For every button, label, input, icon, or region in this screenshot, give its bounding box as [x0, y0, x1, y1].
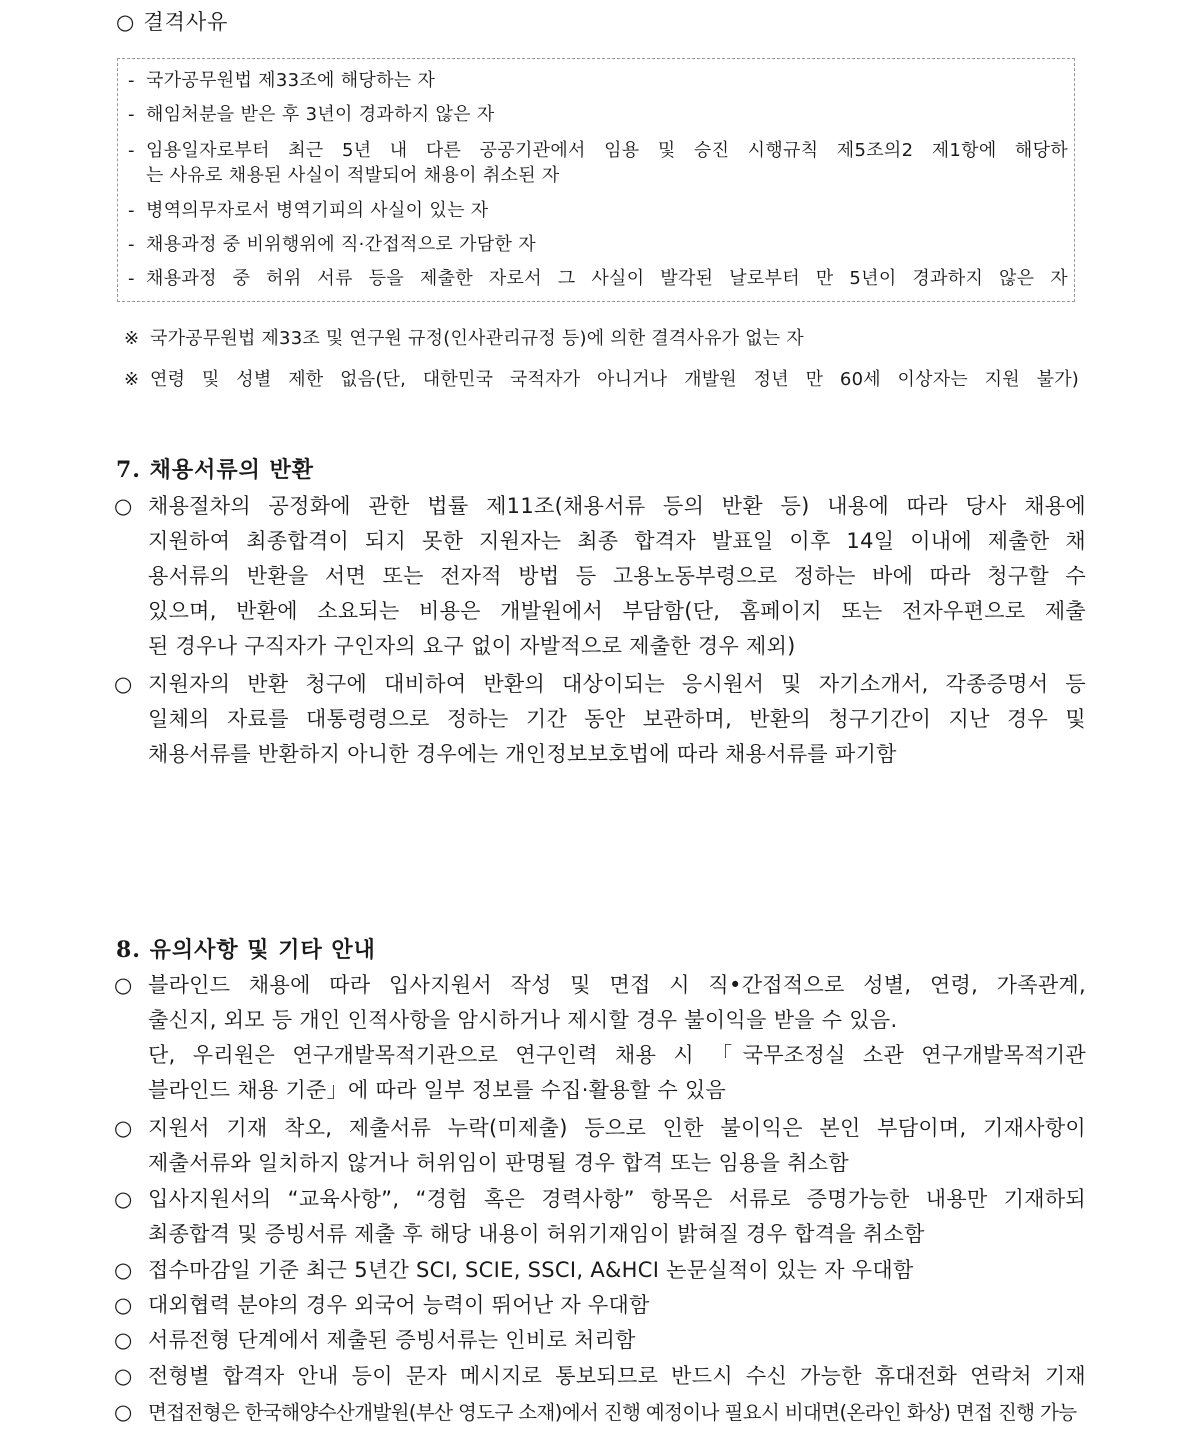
- circle-bullet-icon: ○: [116, 10, 136, 34]
- section-7-bullet: [114, 489, 1086, 664]
- bullet-line: 지원서 기재 착오, 제출서류 누락(미제출) 등으로 인한 불이익은 본인 부담이며, 기재사항이: [148, 1116, 1086, 1140]
- bullet-line: 채용서류를 반환하지 아니한 경우에는 개인정보보호법에 따라 채용서류를 파기함: [148, 742, 897, 766]
- section-8-bullet: [114, 1288, 1086, 1323]
- bullet-line: 있으며, 반환에 소요되는 비용은 개발원에서 부담함(단, 홈페이지 또는 전자우편으로 제출: [148, 599, 1086, 623]
- section-8-bullet: [114, 1253, 1086, 1288]
- box-item-text: 는 사유로 채용된 사실이 적발되어 채용이 취소된 자: [146, 165, 560, 186]
- note-text: 국가공무원법 제33조 및 연구원 규정(인사관리규정 등)에 의한 결격사유가 없는 자: [150, 328, 804, 349]
- box-item: [128, 102, 1068, 128]
- bullet-line: 대외협력 분야의 경우 외국어 능력이 뛰어난 자 우대함: [148, 1293, 650, 1317]
- dash-marker: -: [128, 104, 135, 125]
- circle-bullet-icon: ○: [114, 1400, 133, 1424]
- bullet-line: 블라인드 채용에 따라 입사지원서 작성 및 면접 시 직•간접적으로 성별, 연령, 가족관계,: [148, 973, 1086, 997]
- bullet-line: 접수마감일 기준 최근 5년간 SCI, SCIE, SSCI, A&HCI 논문실적이 있는 자 우대함: [148, 1258, 914, 1282]
- circle-bullet-icon: ○: [114, 973, 133, 997]
- note-line: [124, 367, 1079, 393]
- section-8-bullet: [114, 1359, 1086, 1394]
- circle-bullet-icon: ○: [114, 1258, 133, 1282]
- dash-marker: -: [128, 200, 135, 221]
- box-item: [128, 266, 1068, 292]
- dash-marker: -: [128, 268, 135, 289]
- bullet-line: 최종합격 및 증빙서류 제출 후 해당 내용이 허위기재임이 밝혀질 경우 합격을 취소함: [148, 1222, 925, 1246]
- box-item: [128, 68, 1068, 94]
- bullet-line: 면접전형은 한국해양수산개발원(부산 영도구 소재)에서 진행 예정이나 필요시 비대면(온라인 화상) 면접 진행 가능: [148, 1401, 1077, 1424]
- box-item: [128, 138, 1068, 164]
- bullet-line: 일체의 자료를 대통령령으로 정하는 기간 동안 보관하며, 반환의 청구기간이 지난 경우 및: [148, 707, 1086, 731]
- box-item-text: 병역의무자로서 병역기피의 사실이 있는 자: [146, 200, 489, 221]
- circle-bullet-icon: ○: [114, 1293, 133, 1317]
- bullet-line: 지원하여 최종합격이 되지 못한 지원자는 최종 합격자 발표일 이후 14일 이내에 제출한 채: [148, 529, 1086, 553]
- disqualification-heading-text: 결격사유: [143, 10, 229, 34]
- dash-marker: -: [128, 70, 135, 91]
- section-8-bullet: [114, 968, 1086, 1108]
- circle-bullet-icon: ○: [114, 1364, 133, 1388]
- box-item-continuation: [128, 163, 1068, 189]
- bullet-line: 전형별 합격자 안내 등이 문자 메시지로 통보되므로 반드시 수신 가능한 휴대전화 연락처 기재: [148, 1364, 1086, 1388]
- bullet-line: 제출서류와 일치하지 않거나 허위임이 판명될 경우 합격 또는 임용을 취소함: [148, 1151, 849, 1175]
- circle-bullet-icon: ○: [114, 1116, 133, 1140]
- dash-marker: -: [128, 140, 135, 161]
- section-8-bullet: [114, 1395, 1086, 1430]
- bullet-line: 용서류의 반환을 서면 또는 전자적 방법 등 고용노동부령으로 정하는 바에 따라 청구할 수: [148, 564, 1086, 588]
- reference-mark-icon: ※: [124, 369, 140, 390]
- box-item-text: 임용일자로부터 최근 5년 내 다른 공공기관에서 임용 및 승진 시행규칙 제5조의2 제1항에 해당하: [146, 140, 1068, 161]
- circle-bullet-icon: ○: [114, 494, 133, 518]
- box-item: [128, 232, 1068, 258]
- dash-marker: -: [128, 234, 135, 255]
- circle-bullet-icon: ○: [114, 1187, 133, 1211]
- bullet-line: 채용절차의 공정화에 관한 법률 제11조(채용서류 등의 반환 등) 내용에 따라 당사 채용에: [148, 494, 1086, 518]
- box-item: [128, 198, 1068, 224]
- section-8-bullet: [114, 1111, 1086, 1181]
- bullet-line: 단, 우리원은 연구개발목적기관으로 연구인력 채용 시 「국무조정실 소관 연구개발목적기관: [148, 1043, 1086, 1067]
- note-line: [124, 326, 1079, 352]
- box-item-text: 채용과정 중 비위행위에 직·간접적으로 가담한 자: [146, 234, 536, 255]
- disqualification-heading: [116, 6, 228, 36]
- bullet-line: 된 경우나 구직자가 구인자의 요구 없이 자발적으로 제출한 경우 제외): [148, 634, 796, 658]
- circle-bullet-icon: ○: [114, 672, 133, 696]
- section-8-bullet: [114, 1182, 1086, 1252]
- bullet-line: 입사지원서의 “교육사항”, “경험 혹은 경력사항” 항목은 서류로 증명가능한 내용만 기재하되: [148, 1187, 1086, 1211]
- section-8-title: 8. 유의사항 및 기타 안내: [116, 937, 376, 963]
- section-8-bullet: [114, 1323, 1086, 1358]
- section-7-title: 7. 채용서류의 반환: [116, 457, 315, 483]
- box-item-text: 해임처분을 받은 후 3년이 경과하지 않은 자: [146, 104, 495, 125]
- reference-mark-icon: ※: [124, 328, 140, 349]
- box-item-text: 채용과정 중 허위 서류 등을 제출한 자로서 그 사실이 발각된 날로부터 만 5년이 경과하지 않은 자: [146, 268, 1068, 289]
- note-text: 연령 및 성별 제한 없음(단, 대한민국 국적자가 아니거나 개발원 정년 만 60세 이상자는 지원 불가): [150, 369, 1079, 390]
- bullet-line: 블라인드 채용 기준」에 따라 일부 정보를 수집·활용할 수 있음: [148, 1078, 727, 1102]
- section-7-bullet: [114, 667, 1086, 772]
- circle-bullet-icon: ○: [114, 1328, 133, 1352]
- disqualification-box: [117, 58, 1075, 302]
- bullet-line: 서류전형 단계에서 제출된 증빙서류는 인비로 처리함: [148, 1328, 636, 1352]
- bullet-line: 출신지, 외모 등 개인 인적사항을 암시하거나 제시할 경우 불이익을 받을 수 있음.: [148, 1008, 898, 1032]
- bullet-line: 지원자의 반환 청구에 대비하여 반환의 대상이되는 응시원서 및 자기소개서, 각종증명서 등: [148, 672, 1086, 696]
- box-item-text: 국가공무원법 제33조에 해당하는 자: [146, 70, 436, 91]
